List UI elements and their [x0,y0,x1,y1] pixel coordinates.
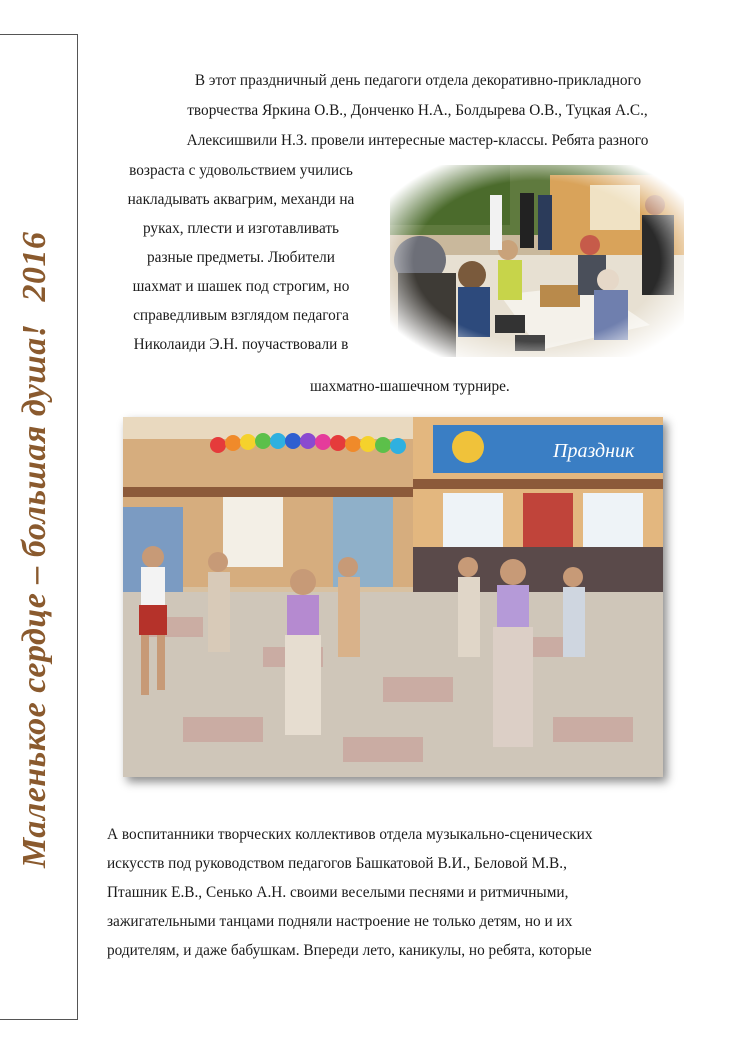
chess-tournament-photo [390,165,684,357]
banner-text: Праздник [553,440,635,462]
intro-wrap-line: шахмат и шашек под строгим, но [132,278,350,295]
outro-line: зажигательными танцами подняли настроение не только детям, но и их [107,913,573,930]
outro-line: А воспитанники творческих коллективов отдела музыкально-сценических [107,826,593,843]
intro-line-2: творчества Яркина О.В., Донченко Н.А., Болдырева О.В., Туцкая А.С., [187,102,648,119]
intro-wrap-line: Николаиди Э.Н. поучаствовали в [133,336,349,353]
intro-line-1: В этот праздничный день педагоги отдела декоративно-прикладного [194,72,642,89]
dance-performance-photo [123,417,663,777]
sidebar-title [16,232,54,868]
intro-wrapped-text [100,156,382,359]
intro-wrap-line: справедливым взглядом педагога [133,307,349,324]
intro-wrap-line: накладывать аквагрим, механди на [127,191,355,208]
intro-wrap-line: возраста с удовольствием учились [129,162,353,179]
outro-paragraph [107,820,687,965]
sidebar-year: 2016 [16,231,53,302]
outro-line: искусств под руководством педагогов Башкатовой В.И., Беловой М.В., [107,855,567,872]
intro-wrap-line: разные предметы. Любители [147,249,335,266]
sidebar-title-text: Маленькое сердце – большая душа! [16,323,53,868]
outro-line: Пташник Е.В., Сенько А.Н. своими веселыми песнями и ритмичными, [107,884,569,901]
intro-line-3: Алексишвили Н.З. провели интересные мастер-классы. Ребята разного [186,132,649,149]
outro-line: родителям, и даже бабушкам. Впереди лето, каникулы, но ребята, которые [107,942,592,959]
intro-wrap-line: руках, плести и изготавливать [142,220,339,237]
intro-last-line: шахматно-шашечном турнире. [310,378,510,395]
